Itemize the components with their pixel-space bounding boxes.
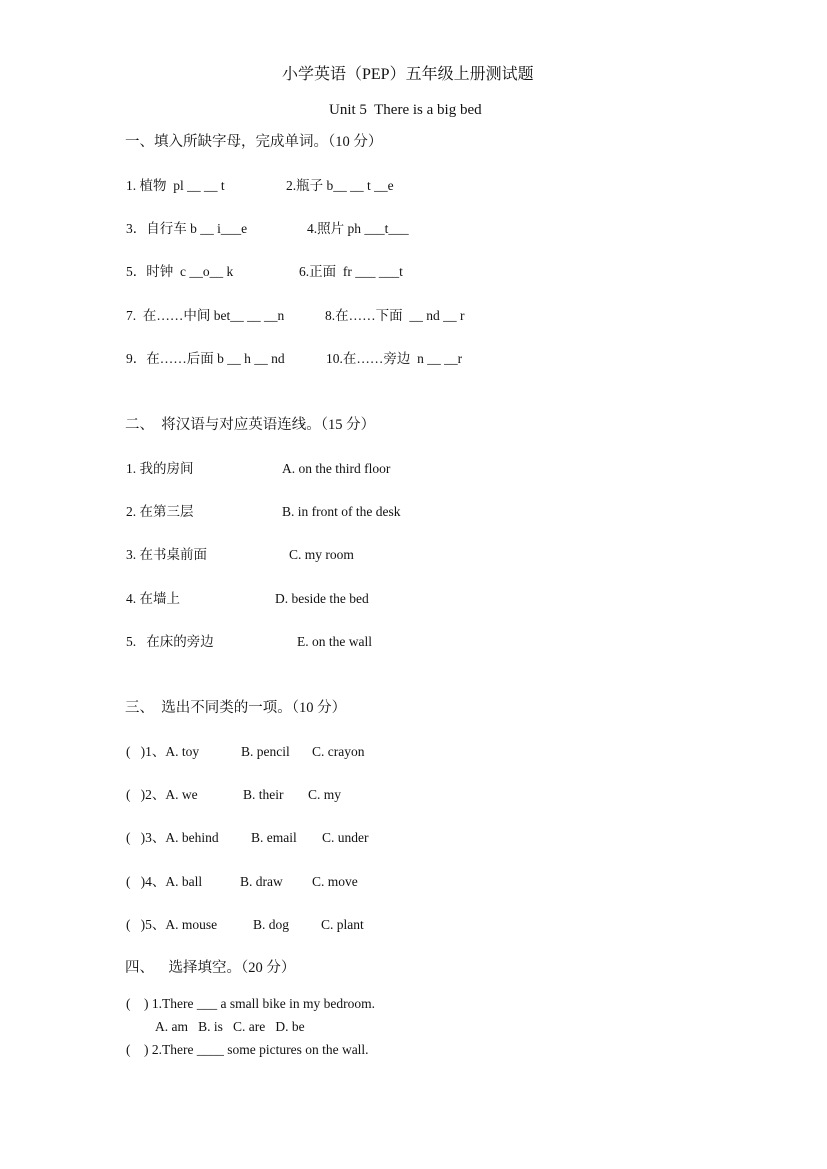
s2-item-3-right: C. my room <box>289 547 354 562</box>
s1-item-3-right: 6.正面 fr ___ ___t <box>299 264 403 279</box>
s3-item-4-b: B. draw <box>240 874 283 889</box>
s2-item-1-right: A. on the third floor <box>282 461 391 476</box>
s4-question-1: ( ) 1.There ___ a small bike in my bedroom. <box>126 996 375 1011</box>
page-subtitle: Unit 5 There is a big bed <box>329 102 482 118</box>
s2-item-2-left: 2. 在第三层 <box>126 504 194 519</box>
s3-item-4-c: C. move <box>312 874 358 889</box>
s2-item-4-left: 4. 在墙上 <box>126 591 180 606</box>
s1-item-4-left: 7. 在……中间 bet__ __ __n <box>126 308 285 323</box>
s1-item-1-left: 1. 植物 pl __ __ t <box>126 178 225 193</box>
s2-item-1-left: 1. 我的房间 <box>126 461 194 476</box>
s3-item-5-b: B. dog <box>253 917 290 932</box>
s1-item-5-right: 10.在……旁边 n __ __r <box>326 351 463 366</box>
s2-item-3-left: 3. 在书桌前面 <box>126 547 207 562</box>
s3-item-3-a: ( )3、A. behind <box>126 830 219 845</box>
s1-item-5-left: 9．在……后面 b __ h __ nd <box>126 351 285 366</box>
s1-item-1-right: 2.瓶子 b__ __ t __e <box>286 178 394 193</box>
s2-item-5-right: E. on the wall <box>297 634 372 649</box>
s1-item-2-right: 4.照片 ph ___t___ <box>307 221 409 236</box>
s3-item-2-b: B. their <box>243 787 284 802</box>
page-title: 小学英语（PEP）五年级上册测试题 <box>282 66 534 83</box>
s3-item-2-a: ( )2、A. we <box>126 787 198 802</box>
s4-question-2: ( ) 2.There ____ some pictures on the wall. <box>126 1042 369 1057</box>
s3-item-3-b: B. email <box>251 830 297 845</box>
s2-item-2-right: B. in front of the desk <box>282 504 401 519</box>
section1-heading: 一、填入所缺字母，完成单词。（10 分） <box>125 134 383 150</box>
s3-item-1-c: C. crayon <box>312 744 365 759</box>
s3-item-2-c: C. my <box>308 787 342 802</box>
s3-item-3-c: C. under <box>322 830 369 845</box>
s3-item-5-c: C. plant <box>321 917 364 932</box>
s3-item-5-a: ( )5、A. mouse <box>126 917 218 932</box>
section3-heading: 三、 选出不同类的一项。（10 分） <box>125 700 347 716</box>
s3-item-1-a: ( )1、A. toy <box>126 744 200 759</box>
section2-heading: 二、 将汉语与对应英语连线。（15 分） <box>125 417 376 433</box>
section4-heading: 四、 选择填空。（20 分） <box>125 960 296 976</box>
s4-question-1-options: A. am B. is C. are D. be <box>155 1019 305 1034</box>
s1-item-4-right: 8.在……下面 __ nd __ r <box>325 308 465 323</box>
s3-item-1-b: B. pencil <box>241 744 290 759</box>
s2-item-5-left: 5. 在床的旁边 <box>126 634 214 649</box>
s3-item-4-a: ( )4、A. ball <box>126 874 203 889</box>
s1-item-2-left: 3．自行车 b __ i___e <box>126 221 248 236</box>
s1-item-3-left: 5．时钟 c __o__ k <box>126 264 234 279</box>
s2-item-4-right: D. beside the bed <box>275 591 369 606</box>
